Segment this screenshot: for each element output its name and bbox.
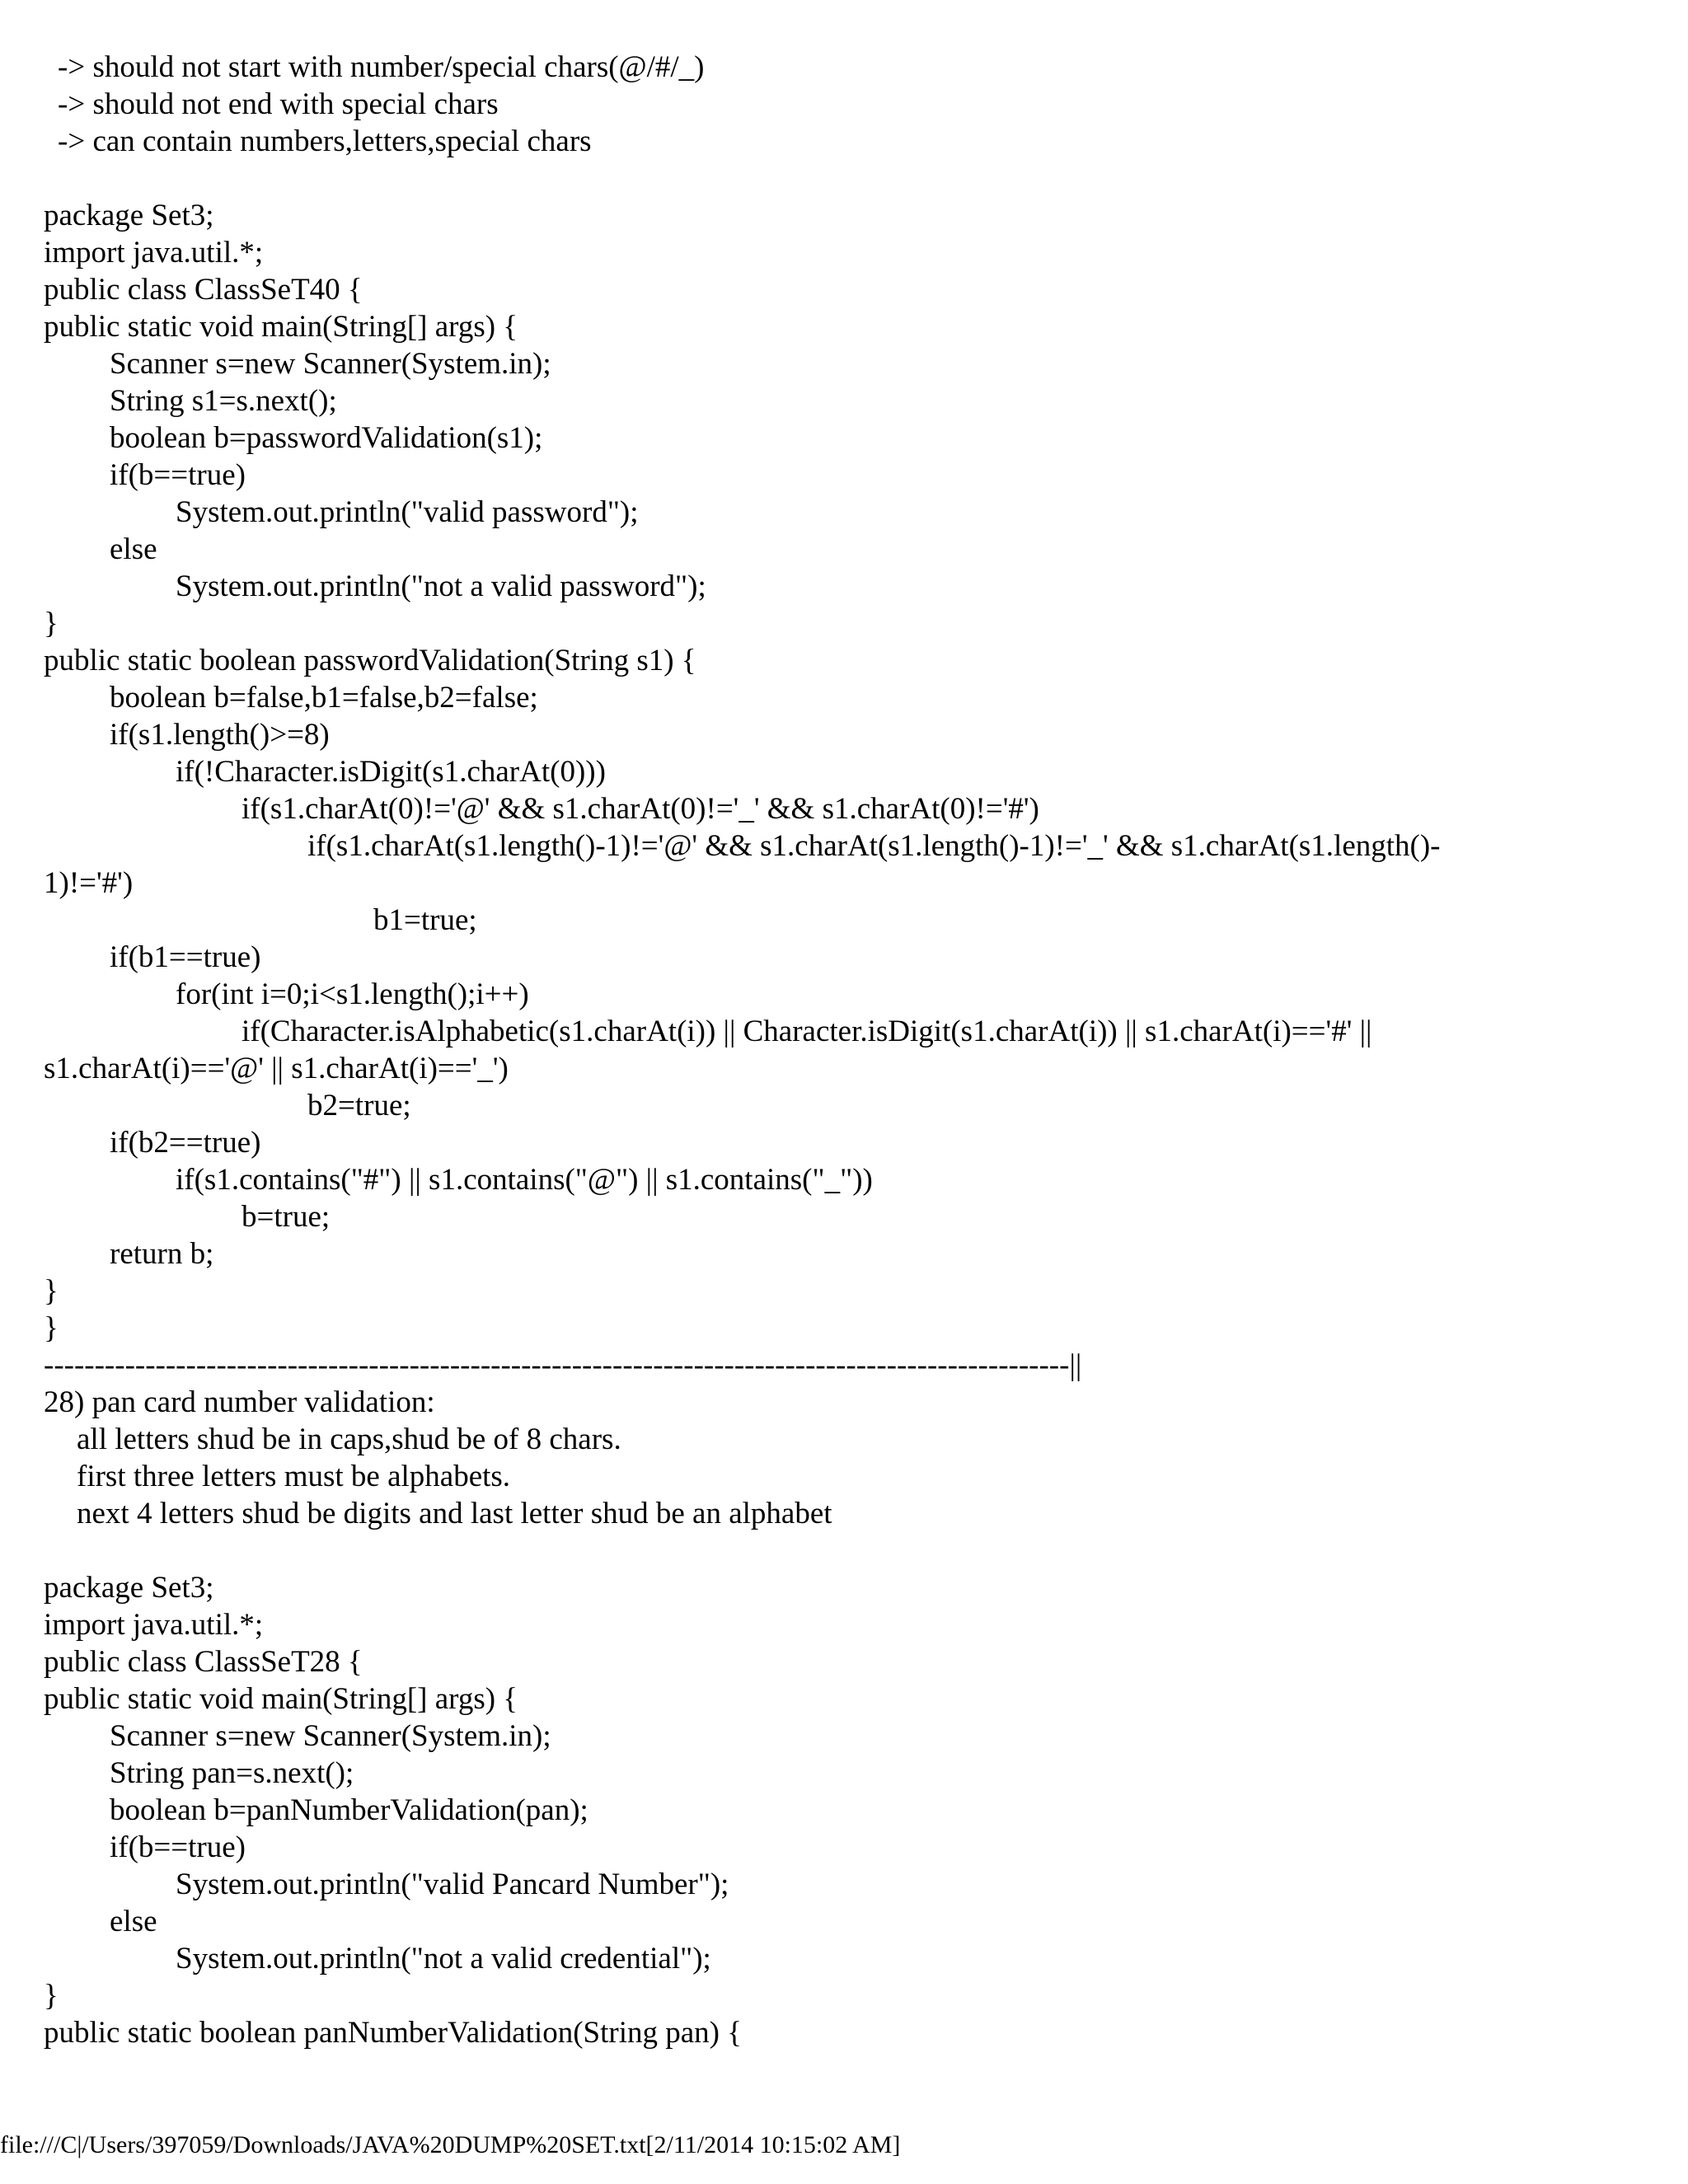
text-line: if(s1.length()>=8)	[110, 718, 330, 752]
text-line: next 4 letters shud be digits and last letter shud be an alphabet	[77, 1497, 832, 1530]
text-line: -> should not end with special chars	[58, 87, 499, 121]
text-line: public static void main(String[] args) {	[44, 1682, 518, 1716]
text-line: if(s1.charAt(s1.length()-1)!='@' && s1.charAt(s1.length()-1)!='_' && s1.charAt(s1.length()-	[307, 829, 1441, 863]
text-line: public class ClassSeT40 {	[44, 273, 363, 307]
text-line: System.out.println("valid password");	[176, 495, 639, 529]
text-line: if(Character.isAlphabetic(s1.charAt(i)) || Character.isDigit(s1.charAt(i)) || s1.charAt(i)=='#' ||	[241, 1015, 1372, 1048]
text-line: import java.util.*;	[44, 1608, 264, 1642]
text-line: if(b==true)	[110, 458, 246, 492]
text-line: Scanner s=new Scanner(System.in);	[110, 347, 551, 381]
text-line: if(s1.charAt(0)!='@' && s1.charAt(0)!='_' && s1.charAt(0)!='#')	[241, 792, 1039, 826]
text-line: public static void main(String[] args) {	[44, 310, 518, 344]
text-line: else	[110, 1905, 157, 1938]
footer-file-url: file:///C|/Users/397059/Downloads/JAVA%20DUMP%20SET.txt[2/11/2014 10:15:02 AM]	[0, 2131, 901, 2158]
text-line: }	[44, 607, 59, 640]
text-line: String s1=s.next();	[110, 384, 337, 418]
text-line: b1=true;	[373, 903, 477, 937]
text-line: -> should not start with number/special chars(@/#/_)	[58, 50, 705, 84]
text-line: s1.charAt(i)=='@' || s1.charAt(i)=='_')	[44, 1052, 509, 1085]
text-line: package Set3;	[44, 199, 214, 232]
text-line: if(s1.contains("#") || s1.contains("@") || s1.contains("_"))	[176, 1163, 873, 1197]
text-line: b2=true;	[307, 1089, 411, 1122]
text-line: System.out.println("not a valid credential");	[176, 1942, 711, 1975]
text-line: public class ClassSeT28 {	[44, 1645, 363, 1679]
text-line: 1)!='#')	[44, 866, 134, 900]
text-line: -> can contain numbers,letters,special chars	[58, 124, 592, 158]
text-line: b=true;	[241, 1200, 331, 1234]
text-line: else	[110, 532, 157, 566]
text-line: if(b==true)	[110, 1830, 246, 1864]
text-line: for(int i=0;i<s1.length();i++)	[176, 977, 529, 1011]
text-line: first three letters must be alphabets.	[77, 1460, 511, 1493]
text-line: import java.util.*;	[44, 236, 264, 269]
text-line: boolean b=passwordValidation(s1);	[110, 421, 543, 455]
text-line: boolean b=panNumberValidation(pan);	[110, 1793, 588, 1827]
text-line: System.out.println("valid Pancard Number");	[176, 1868, 729, 1901]
text-line: public static boolean panNumberValidation(String pan) {	[44, 2016, 742, 2050]
text-line: }	[44, 1979, 59, 2013]
text-line: if(b2==true)	[110, 1126, 261, 1160]
text-line: Scanner s=new Scanner(System.in);	[110, 1719, 551, 1753]
text-line: package Set3;	[44, 1571, 214, 1605]
text-line: System.out.println("not a valid password");	[176, 569, 706, 603]
text-line: }	[44, 1274, 59, 1308]
text-line: return b;	[110, 1237, 214, 1271]
text-line: boolean b=false,b1=false,b2=false;	[110, 681, 538, 715]
text-line: if(!Character.isDigit(s1.charAt(0)))	[176, 755, 606, 789]
text-line: if(b1==true)	[110, 940, 261, 974]
text-line: }	[44, 1311, 59, 1345]
text-line: public static boolean passwordValidation(String s1) {	[44, 644, 696, 677]
text-line: 28) pan card number validation:	[44, 1385, 435, 1419]
text-line: -----------------------------------------------------------------------------------------------------||	[44, 1348, 1082, 1382]
text-line: String pan=s.next();	[110, 1756, 354, 1790]
text-line: all letters shud be in caps,shud be of 8 chars.	[77, 1422, 621, 1456]
